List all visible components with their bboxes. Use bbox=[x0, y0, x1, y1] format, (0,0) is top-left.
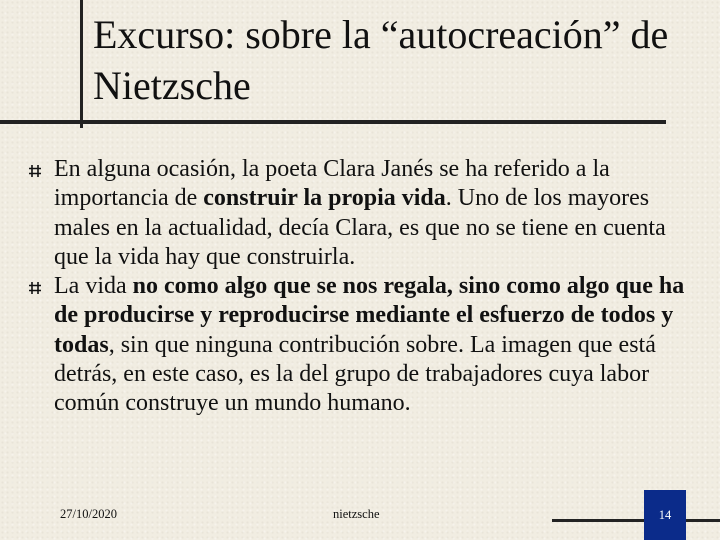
bullet-item bbox=[28, 272, 698, 418]
title-horizontal-rule bbox=[0, 120, 666, 124]
bullet-text-segment: La vida bbox=[54, 273, 133, 300]
hash-bullet-icon bbox=[28, 164, 42, 178]
bullet-list bbox=[28, 155, 698, 419]
bullet-item bbox=[28, 155, 698, 272]
title-vertical-rule bbox=[80, 0, 83, 128]
bullet-text-emphasis: construir la propia vida bbox=[203, 185, 446, 212]
bullet-text-segment: En alguna ocasión, la poeta Clara Janés se ha referido a la importancia de bbox=[54, 156, 610, 212]
page-number: 14 bbox=[658, 508, 672, 522]
bullet-text-segment: , sin que ninguna contribución sobre. La imagen que está detrás, en este caso, es la del grupo de trabajadores cuya labor común construye un mundo humano. bbox=[54, 331, 656, 417]
hash-bullet-icon bbox=[28, 281, 42, 295]
slide-title: Excurso: sobre la “autocreación” de Nietzsche bbox=[93, 12, 669, 108]
footer-horizontal-rule bbox=[552, 519, 720, 522]
footer-center-text: nietzsche bbox=[333, 507, 380, 521]
footer-date: 27/10/2020 bbox=[60, 507, 117, 521]
bullet-text-segment: . Uno de los mayores males en la actualidad, decía Clara, es que no se tiene en cuenta que la vida hay que construirla. bbox=[54, 185, 666, 270]
bullet-text-emphasis: no como algo que se nos regala, sino como algo que ha de producirse y reproducirse mediante el esfuerzo de todos y todas bbox=[54, 273, 685, 358]
